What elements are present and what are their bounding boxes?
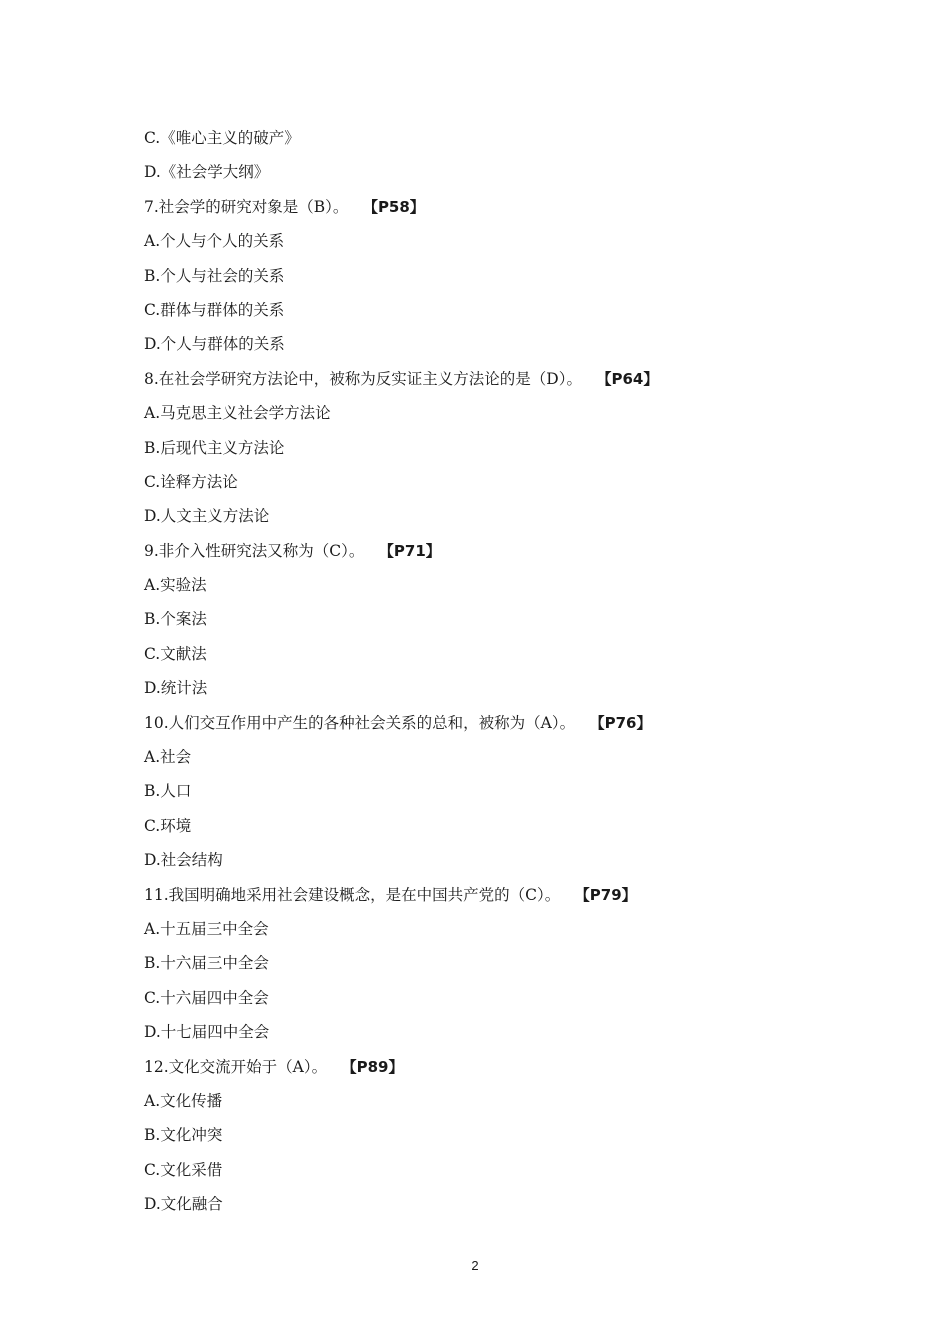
line-text: B.后现代主义方法论 — [144, 438, 285, 457]
line-text: 9.非介入性研究法又称为（C）。 — [144, 541, 365, 560]
line-text: A.个人与个人的关系 — [144, 232, 285, 251]
option-line — [144, 809, 824, 843]
line-text: D.社会结构 — [144, 851, 223, 870]
page-reference: 【P79】 — [582, 885, 637, 904]
question-line — [144, 190, 824, 224]
option-line — [144, 155, 824, 189]
line-text: B.个人与社会的关系 — [144, 266, 285, 285]
option-line — [144, 431, 824, 465]
page-number: 2 — [471, 1258, 479, 1273]
option-line — [144, 637, 824, 671]
option-line — [144, 740, 824, 774]
line-text: B.人口 — [144, 782, 192, 801]
option-line — [144, 1153, 824, 1187]
line-text: C.文献法 — [144, 644, 207, 663]
question-line — [144, 1050, 824, 1084]
line-text: D.人文主义方法论 — [144, 507, 270, 526]
line-text: A.社会 — [144, 748, 192, 767]
option-line — [144, 259, 824, 293]
line-text: B.文化冲突 — [144, 1126, 223, 1145]
page-reference: 【P64】 — [603, 369, 659, 388]
line-text: A.十五届三中全会 — [144, 919, 269, 938]
option-line — [144, 396, 824, 430]
option-line — [144, 1187, 824, 1221]
line-text: D.十七届四中全会 — [144, 1023, 270, 1042]
line-text: 11.我国明确地采用社会建设概念，是在中国共产党的（C）。 — [144, 885, 561, 904]
page-reference: 【P76】 — [597, 713, 652, 732]
line-text: B.个案法 — [144, 610, 207, 629]
document-body — [144, 121, 824, 1222]
line-text: C.群体与群体的关系 — [144, 300, 285, 319]
option-line — [144, 121, 824, 155]
question-line — [144, 362, 824, 396]
line-text: C.十六届四中全会 — [144, 988, 269, 1007]
question-line — [144, 534, 824, 568]
line-text: D.文化融合 — [144, 1195, 223, 1214]
line-text: B.十六届三中全会 — [144, 954, 269, 973]
option-line — [144, 946, 824, 980]
option-line — [144, 465, 824, 499]
line-text: 7.社会学的研究对象是（B）。 — [144, 197, 349, 216]
line-text: A.实验法 — [144, 576, 207, 595]
option-line — [144, 499, 824, 533]
line-text: C.诠释方法论 — [144, 472, 238, 491]
line-text: A.文化传播 — [144, 1091, 223, 1110]
option-line — [144, 293, 824, 327]
line-text: 8.在社会学研究方法论中，被称为反实证主义方法论的是（D）。 — [144, 369, 582, 388]
option-line — [144, 1015, 824, 1049]
option-line — [144, 843, 824, 877]
option-line — [144, 1118, 824, 1152]
option-line — [144, 224, 824, 258]
line-text: D.《社会学大纲》 — [144, 163, 270, 182]
line-text: D.统计法 — [144, 679, 208, 698]
page-reference: 【P58】 — [370, 197, 425, 216]
line-text: 12.文化交流开始于（A）。 — [144, 1057, 328, 1076]
option-line — [144, 671, 824, 705]
option-line — [144, 602, 824, 636]
line-text: C.文化采借 — [144, 1160, 223, 1179]
option-line — [144, 327, 824, 361]
line-text: C.《唯心主义的破产》 — [144, 129, 300, 147]
option-line — [144, 1084, 824, 1118]
line-text: 10.人们交互作用中产生的各种社会关系的总和，被称为（A）。 — [144, 713, 576, 732]
line-text: D.个人与群体的关系 — [144, 335, 285, 354]
option-line — [144, 774, 824, 808]
page-reference: 【P71】 — [386, 541, 441, 560]
question-line — [144, 878, 824, 912]
question-line — [144, 706, 824, 740]
page-reference: 【P89】 — [349, 1057, 404, 1076]
line-text: A.马克思主义社会学方法论 — [144, 404, 331, 423]
option-line — [144, 568, 824, 602]
option-line — [144, 912, 824, 946]
line-text: C.环境 — [144, 816, 192, 835]
option-line — [144, 981, 824, 1015]
